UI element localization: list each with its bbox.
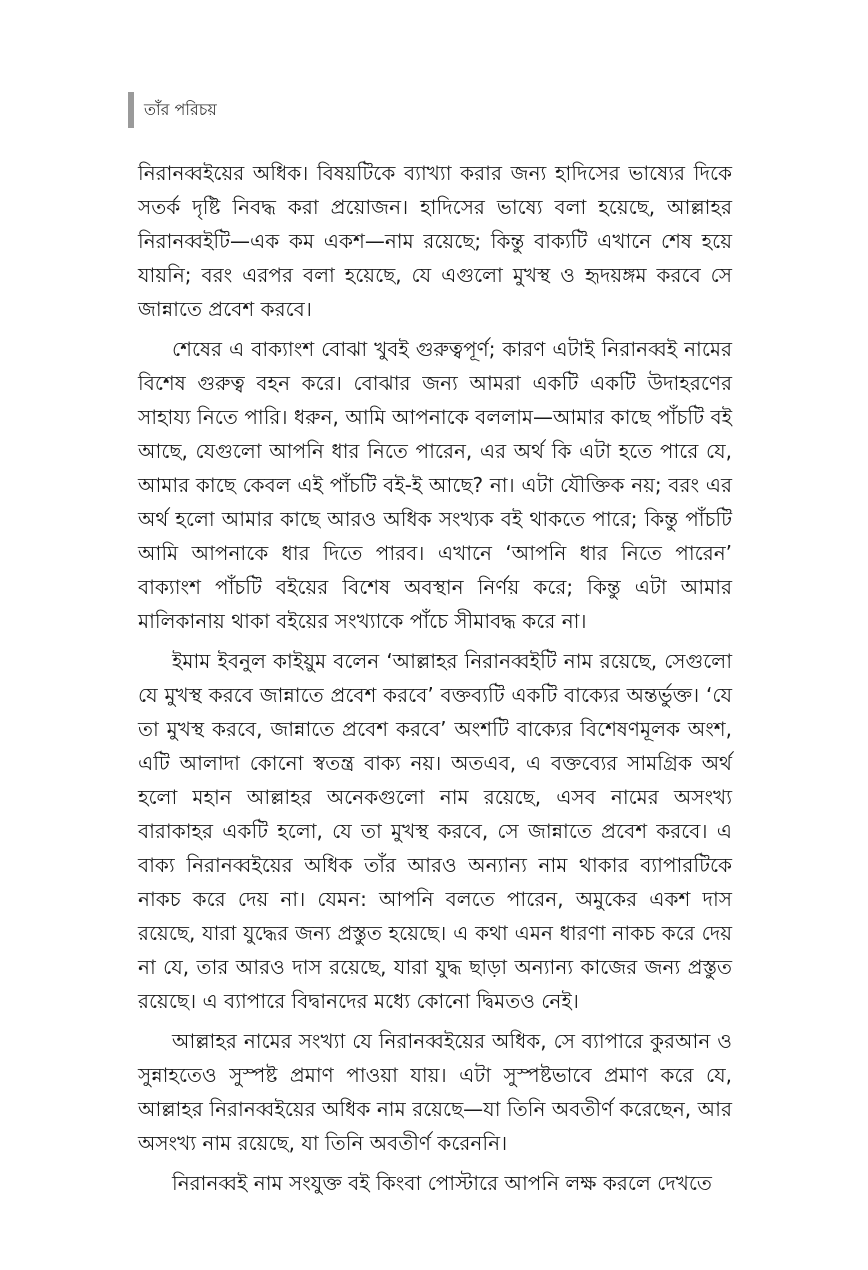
paragraph-5: নিরানব্বই নাম সংযুক্ত বই কিংবা পোস্টারে আপনি লক্ষ করলে দেখতে <box>172 1171 712 1195</box>
paragraph-2: শেষের এ বাক্যাংশ বোঝা খুবই গুরুত্বপূর্ণ; কারণ এটাই নিরানব্বই নামের বিশেষ গুরুত্ব বহন করে। বোঝার জন্য আমরা একটি একটি উদাহরণের সাহায্য নিতে পারি। ধরুন, আমি আপনাকে বললাম—আমার কাছে পাঁচটি বই আছে, যেগুলো আপনি ধার নিতে পারেন, এর অর্থ কি এটা হতে পারে যে, আমার কাছে কেবল এই পাঁচটি বই-ই আছে? না। এটা যৌক্তিক নয়; বরং এর অর্থ হলো আমার কাছে আরও অধিক সংখ্যক বই থাকতে পারে; কিন্তু পাঁচটি আমি আপনাকে ধার দিতে পারব। এখানে ‘আপনি ধার নিতে পারেন’ বাক্যাংশ পাঁচটি বইয়ের বিশেষ অবস্থান নির্ণয় করে; কিন্তু এটা আমার মালিকানায় থাকা বইয়ের সংখ্যাকে পাঁচে সীমাবদ্ধ করে না। <box>138 337 732 633</box>
header-accent-bar <box>128 92 134 128</box>
body-text <box>138 156 732 1200</box>
chapter-title: তাঁর পরিচয় <box>144 99 217 119</box>
paragraph-1: নিরানব্বইয়ের অধিক। বিষয়টিকে ব্যাখ্যা করার জন্য হাদিসের ভাষ্যের দিকে সতর্ক দৃষ্টি নিবদ্ধ করা প্রয়োজন। হাদিসের ভাষ্যে বলা হয়েছে, আল্লাহর নিরানব্বইটি—এক কম একশ—নাম রয়েছে; কিন্তু বাক্যটি এখানে শেষ হয়ে যায়নি; বরং এরপর বলা হয়েছে, যে এগুলো মুখস্থ ও হৃদয়ঙ্গম করবে সে জান্নাতে প্রবেশ করবে। <box>138 161 732 321</box>
paragraph-4: আল্লাহর নামের সংখ্যা যে নিরানব্বইয়ের অধিক, সে ব্যাপারে কুরআন ও সুন্নাহতেও সুস্পষ্ট প্রমাণ পাওয়া যায়। এটা সুস্পষ্টভাবে প্রমাণ করে যে, আল্লাহর নিরানব্বইয়ের অধিক নাম রয়েছে—যা তিনি অবতীর্ণ করেছেন, আর অসংখ্য নাম রয়েছে, যা তিনি অবতীর্ণ করেননি। <box>138 1029 732 1155</box>
running-header <box>128 92 217 128</box>
paragraph-3: ইমাম ইবনুল কাইয়ুম বলেন ‘আল্লাহর নিরানব্বইটি নাম রয়েছে, সেগুলো যে মুখস্থ করবে জান্নাতে প্রবেশ করবে’ বক্তব্যটি একটি বাক্যের অন্তর্ভুক্ত। ‘যে তা মুখস্থ করবে, জান্নাতে প্রবেশ করবে’ অংশটি বাক্যের বিশেষণমূলক অংশ, এটি আলাদা কোনো স্বতন্ত্র বাক্য নয়। অতএব, এ বক্তব্যের সামগ্রিক অর্থ হলো মহান আল্লাহর অনেকগুলো নাম রয়েছে, এসব নামের অসংখ্য বারাকাহর একটি হলো, যে তা মুখস্থ করবে, সে জান্নাতে প্রবেশ করবে। এ বাক্য নিরানব্বইয়ের অধিক তাঁর আরও অন্যান্য নাম থাকার ব্যাপারটিকে নাকচ করে দেয় না। যেমন: আপনি বলতে পারেন, অমুকের একশ দাস রয়েছে, যারা যুদ্ধের জন্য প্রস্তুত হয়েছে। এ কথা এমন ধারণা নাকচ করে দেয় না যে, তার আরও দাস রয়েছে, যারা যুদ্ধ ছাড়া অন্যান্য কাজের জন্য প্রস্তুত রয়েছে। এ ব্যাপারে বিদ্বানদের মধ্যে কোনো দ্বিমতও নেই। <box>138 649 732 1013</box>
